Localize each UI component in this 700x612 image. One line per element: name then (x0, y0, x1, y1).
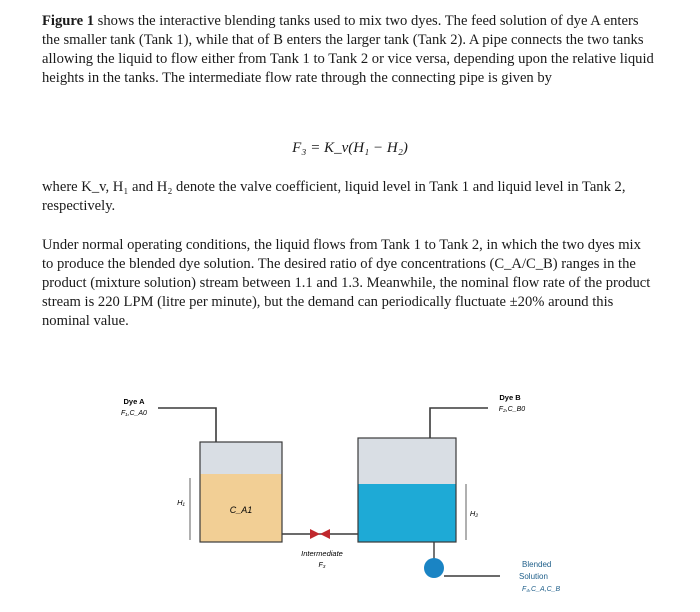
valve-icon-left (310, 529, 320, 539)
dye-b-label: Dye B (499, 393, 521, 402)
pump-icon (424, 558, 444, 578)
paragraph-intro-text: shows the interactive blending tanks used to mix two dyes. The feed solution of dye A enters the smaller tank (Tank 1), while that of B enters the larger tank (Tank 2). A pipe connects the two tanks allowing the liquid to flow either from Tank 1 to Tank 2 or vice versa, depending upon the relative liquid heights in the tanks. The intermediate flow rate through the connecting pipe is given by (42, 13, 654, 86)
intermediate-label: Intermediate (301, 549, 343, 558)
tank2-headspace (358, 438, 456, 484)
dye-a-flow: F₁,C_A0 (121, 410, 147, 417)
blended-label-line2: Solution (519, 572, 548, 581)
intermediate-flow: F₃ (318, 562, 326, 569)
h1-label: H₁ (177, 498, 185, 507)
tank1-concentration: C_A1 (229, 505, 253, 515)
dye-b-flow: F₂,C_B0 (498, 406, 526, 413)
blended-label-line1: Blended (522, 560, 552, 569)
dye-b-feed-pipe (430, 408, 488, 438)
h2-label: H₂ (469, 509, 479, 518)
figure-reference: Figure 1 (42, 13, 95, 29)
dye-a-feed-pipe (158, 408, 216, 442)
blended-flow: F₄,C_A,C_B (522, 586, 561, 593)
valve-icon-right (320, 529, 330, 539)
flow-equation: F₃ = K_v(H₁ − H₂) (292, 140, 408, 156)
paragraph-definitions: where K_v, H₁ and H₂ denote the valve coefficient, liquid level in Tank 1 and liquid level in Tank 2, respectively. (42, 179, 626, 214)
tank1-headspace (200, 442, 282, 474)
tank2-liquid (358, 484, 456, 542)
paragraph-operating-conditions: Under normal operating conditions, the liquid flows from Tank 1 to Tank 2, in which the two dyes mix to produce the blended dye solution. The desired ratio of dye concentrations (C_A/C_B) ranges in the product (mixture solution) stream between 1.1 and 1.3. Meanwhile, the nominal flow rate of the product stream is 220 LPM (litre per minute), but the demand can periodically fluctuate ±20% around this nominal value. (42, 237, 651, 329)
dye-a-label: Dye A (123, 397, 145, 406)
